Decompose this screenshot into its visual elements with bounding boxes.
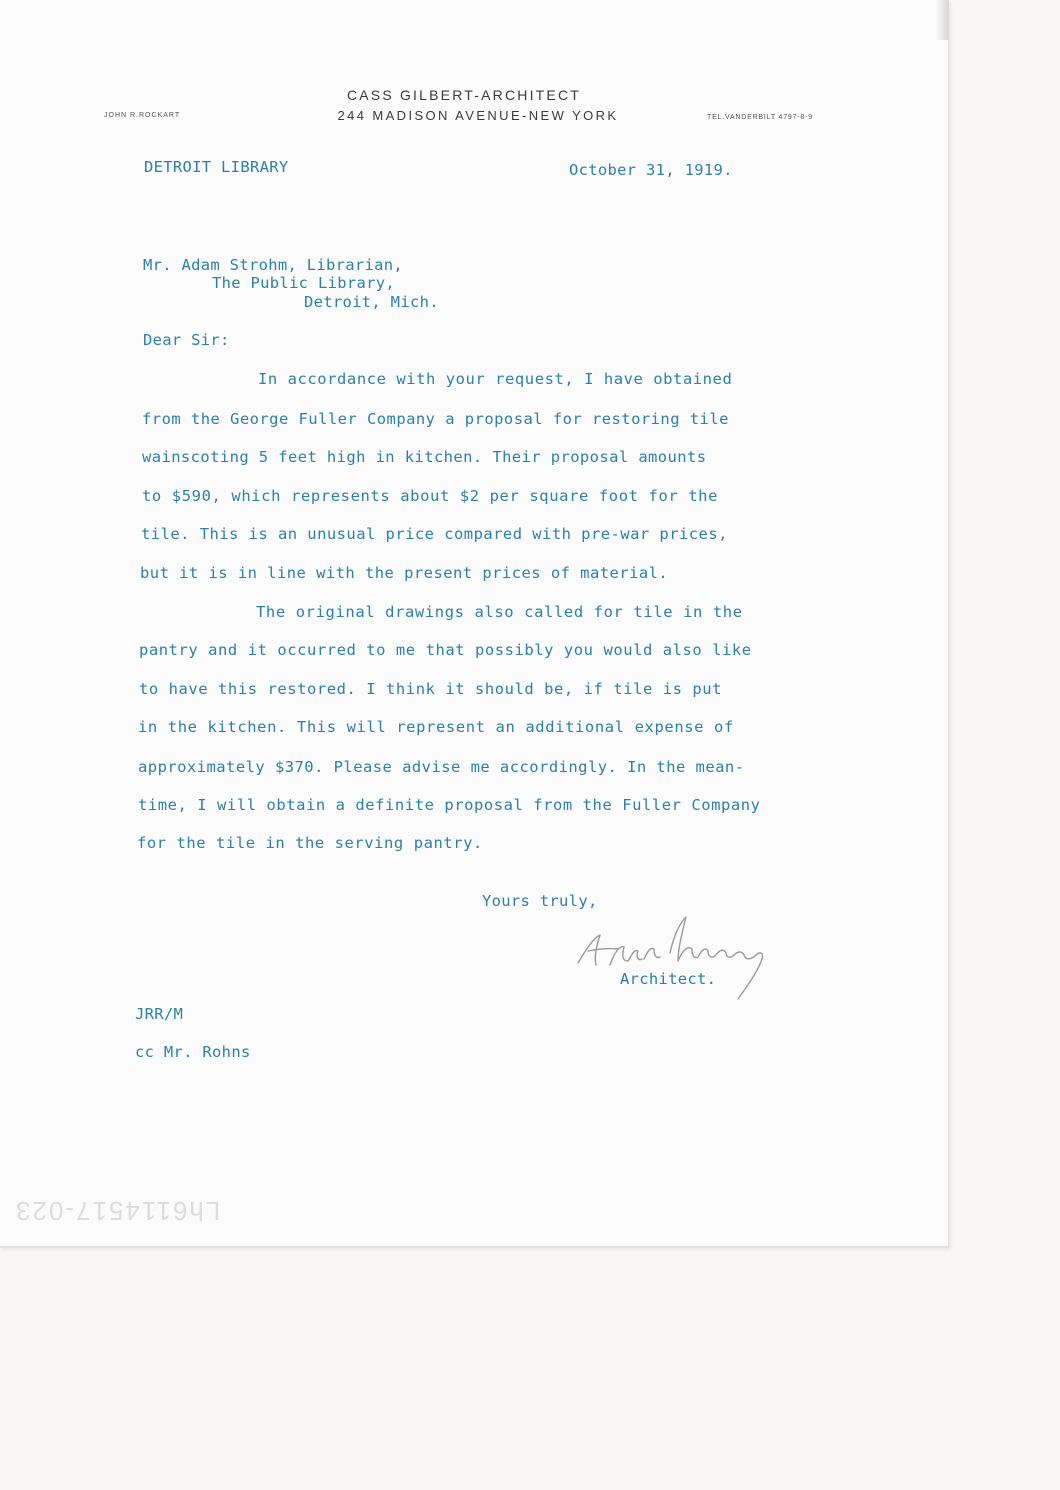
letterhead-firm: CASS GILBERT-ARCHITECT bbox=[346, 87, 582, 103]
body-line: In accordance with your request, I have obtained bbox=[258, 370, 733, 388]
body-line: tile. This is an unusual price compared with pre-war prices, bbox=[141, 525, 728, 543]
project-title: DETROIT LIBRARY bbox=[144, 158, 289, 176]
body-line: wainscoting 5 feet high in kitchen. Their proposal amounts bbox=[142, 448, 707, 466]
body-line: time, I will obtain a definite proposal from the Fuller Company bbox=[138, 796, 761, 814]
page-edge bbox=[935, 0, 949, 40]
body-line: but it is in line with the present prices of material. bbox=[140, 564, 669, 582]
letterhead-address: 244 MADISON AVENUE-NEW YORK bbox=[337, 108, 619, 123]
letterhead-left-name: JOHN R.ROCKART bbox=[104, 112, 181, 119]
letter-date: October 31, 1919. bbox=[569, 161, 733, 179]
body-line: for the tile in the serving pantry. bbox=[137, 834, 483, 852]
carbon-copy: cc Mr. Rohns bbox=[135, 1043, 251, 1061]
body-line: from the George Fuller Company a proposal for restoring tile bbox=[142, 410, 729, 428]
recipient-line-1: Mr. Adam Strohm, Librarian, bbox=[143, 256, 404, 274]
body-line: The original drawings also called for tile in the bbox=[256, 603, 743, 621]
body-line: to have this restored. I think it should be, if tile is put bbox=[139, 680, 723, 698]
archive-stamp: Lh6114517-023 bbox=[14, 1196, 221, 1226]
body-line: to $590, which represents about $2 per square foot for the bbox=[142, 487, 719, 505]
letterhead-telephone: TEL.VANDERBILT 4797-8-9 bbox=[707, 114, 813, 121]
body-line: pantry and it occurred to me that possibly you would also like bbox=[139, 641, 752, 659]
typist-initials: JRR/M bbox=[135, 1005, 184, 1023]
body-line: in the kitchen. This will represent an additional expense of bbox=[138, 718, 734, 736]
recipient-line-2: The Public Library, bbox=[212, 274, 396, 292]
closing: Yours truly, bbox=[482, 892, 598, 910]
body-line: approximately $370. Please advise me accordingly. In the mean- bbox=[138, 758, 745, 776]
signature-title: Architect. bbox=[620, 970, 717, 988]
handwritten-signature bbox=[570, 905, 780, 1005]
recipient-line-3: Detroit, Mich. bbox=[304, 293, 439, 311]
salutation: Dear Sir: bbox=[143, 331, 230, 349]
